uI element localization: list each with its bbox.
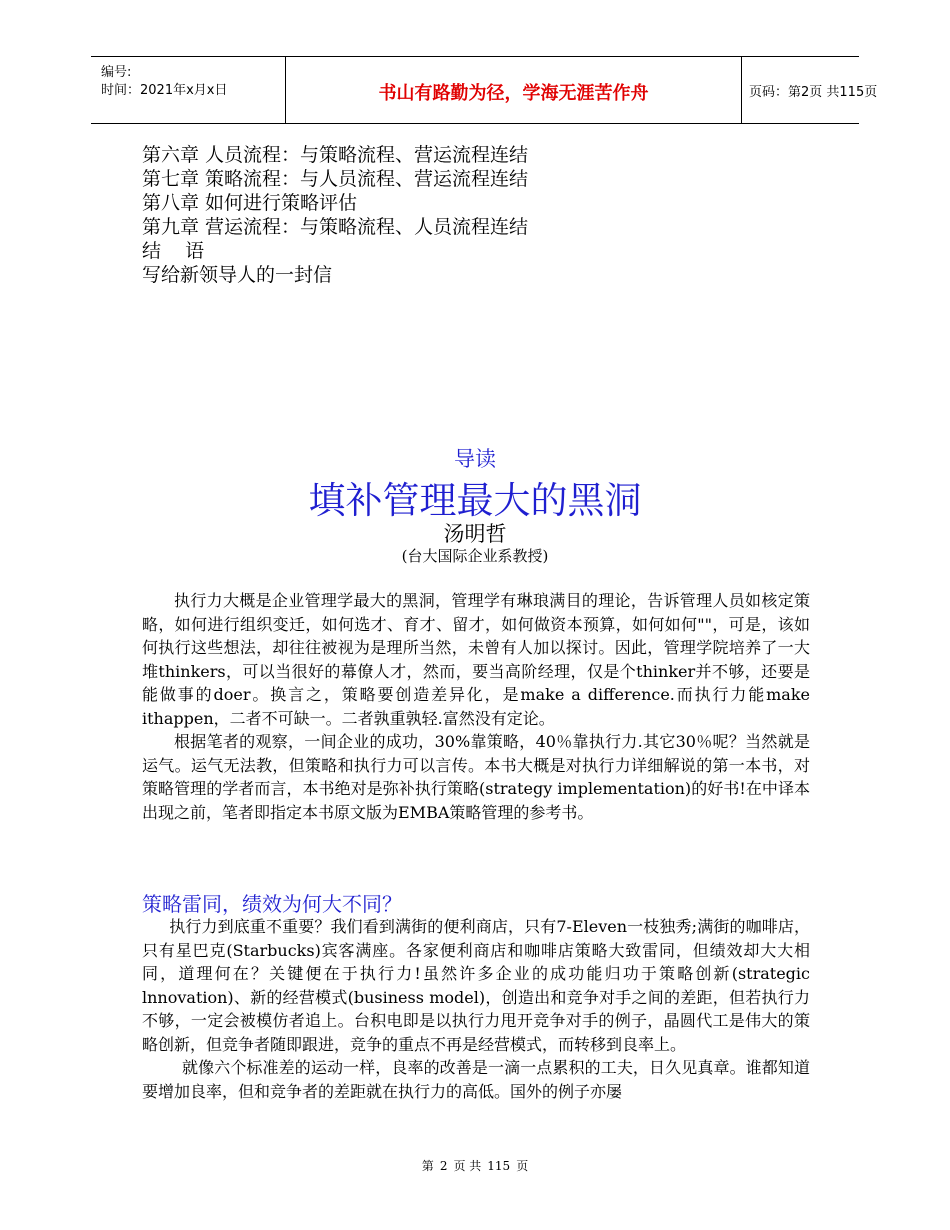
paragraph: 就像六个标准差的运动一样，良率的改善是一滴一点累积的工夫，日久见真章。谁都知道要增加良率，但和竞争者的差距就在执行力的高低。国外的例子亦屡 — [142, 1058, 810, 1101]
header-left-cell — [91, 57, 285, 123]
paragraph: 执行力到底重不重要？我们看到满街的便利商店，只有7-Eleven一枝独秀;满街的咖啡店，只有星巴克(Starbucks)宾客满座。各家便利商店和咖啡店策略大致雷同，但绩效却大大相同，道理何在？关键便在于执行力!虽然许多企业的成功能归功于策略创新(strategic lnnovation)、新的经营模式(business model)，创造出和竞争对手之间的差距，但若执行力不够，一定会被模仿者追上。台积电即是以执行力甩开竞争对手的例子，晶圆代工是伟大的策略创新，但竞争者随即跟进，竞争的重点不再是经营模式，而转移到良率上。 — [142, 917, 810, 1054]
header-center-cell — [285, 57, 742, 123]
table-of-contents — [142, 143, 528, 287]
toc-item: 第九章 营运流程：与策略流程、人员流程连结 — [142, 216, 529, 238]
header-table — [91, 56, 878, 124]
section-heading: 策略雷同，绩效为何大不同？ — [142, 892, 402, 916]
paragraph: 执行力大概是企业管理学最大的黑洞，管理学有琳琅满目的理论，告诉管理人员如核定策略，如何进行组织变迁，如何选才、育才、留才，如何做资本预算，如何如何""，可是，该如何执行这些想法，却往往被视为是理所当然，未曾有人加以探讨。因此，管理学院培养了一大堆thinkers，可以当很好的幕僚人才，然而，要当高阶经理，仅是个thinker并不够，还要是能做事的doer。换言之，策略要创造差异化，是make a difference.而执行力能make ithappen，二者不可缺一。二者孰重孰轻.富然没有定论。 — [142, 591, 810, 728]
header-right-cell — [741, 57, 878, 123]
section-body — [142, 915, 810, 1103]
toc-item: 写给新领导人的一封信 — [142, 264, 333, 286]
footer-prefix: 第 — [421, 1159, 434, 1173]
toc-item: 第八章 如何进行策略评估 — [142, 192, 358, 214]
footer-total-pages: 115 — [487, 1159, 511, 1173]
toc-item: 第七章 策略流程：与人员流程、营运流程连结 — [142, 168, 529, 190]
header-motto: 书山有路勤为径，学海无涯苦作舟 — [378, 83, 649, 104]
footer-suffix: 页 — [516, 1159, 529, 1173]
page-title: 填补管理最大的黑洞 — [308, 479, 642, 522]
document-time-label: 时间：2021年x月x日 — [101, 83, 228, 98]
author-name: 汤明哲 — [443, 522, 507, 546]
document-number-label: 编号: — [101, 65, 132, 80]
footer-mid: 页 共 — [453, 1159, 482, 1173]
paragraph: 根据笔者的观察，一间企业的成功，30%靠策略，40％靠执行力.其它30％呢？当然就是运气。运气无法教，但策略和执行力可以言传。本书大概是对执行力详细解说的第一本书，对策略管理的学者而言，本书绝对是弥补执行策略(strategy implementation)的好书!在中译本出现之前，笔者即指定本书原文版为EMBA策略管理的参考书。 — [142, 732, 810, 822]
footer-page-number: 2 — [439, 1159, 448, 1173]
header-page-info: 页码：第2页 共115页 — [749, 85, 878, 100]
intro-body — [142, 589, 810, 824]
toc-item: 第六章 人员流程：与策略流程、营运流程连结 — [142, 144, 529, 166]
page-footer — [0, 1157, 950, 1174]
toc-item: 结 语 — [142, 240, 205, 262]
author-affiliation: (台大国际企业系教授) — [401, 547, 549, 565]
intro-label: 导读 — [454, 447, 496, 471]
